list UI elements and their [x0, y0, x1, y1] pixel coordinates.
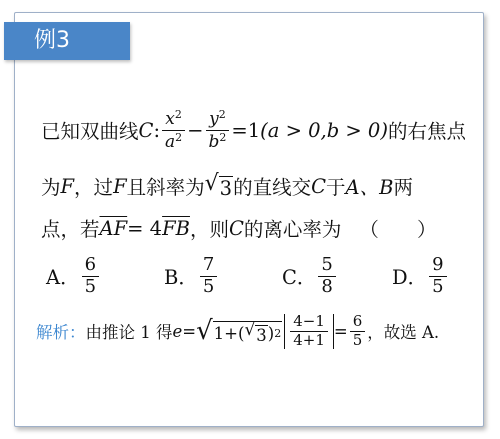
- result-num: 6: [350, 314, 366, 332]
- option-a-label: A．: [46, 266, 80, 290]
- result-fraction: [350, 314, 366, 349]
- option-b-num: 7: [200, 256, 217, 277]
- option-d-label: D．: [392, 266, 428, 290]
- problem-line-2: [41, 172, 413, 200]
- option-d-num: 9: [429, 256, 446, 277]
- option-c-label: C．: [282, 266, 317, 290]
- example-tag: 例3: [4, 22, 130, 60]
- absolute-fraction: [284, 314, 334, 349]
- vector-FB: $\overline{FB}$: [162, 216, 190, 240]
- text-liang: 两: [393, 176, 413, 199]
- option-c: [282, 256, 338, 297]
- option-a: [46, 256, 101, 297]
- option-d: [392, 256, 449, 297]
- solution-equals-2: =: [333, 321, 348, 341]
- vector-AF: $\overline{AF}$: [99, 216, 128, 240]
- inner-sqrt-three: √ 3: [244, 319, 267, 345]
- solution-text-b: ，故选 A.: [367, 323, 440, 343]
- abs-den: 4+1: [293, 330, 325, 349]
- result-den: 5: [352, 330, 363, 349]
- text-yu: 于: [326, 176, 346, 199]
- colon: :: [153, 118, 161, 142]
- equals-four: = 4: [127, 216, 163, 240]
- option-a-fraction: [82, 256, 99, 297]
- points-AB: A、B: [345, 176, 394, 199]
- option-b-den: 5: [202, 275, 215, 297]
- problem-line-3: [41, 214, 436, 242]
- equals-one: =1: [231, 118, 261, 142]
- option-d-den: 5: [432, 275, 444, 297]
- right-focus-text: 的右焦点: [387, 120, 466, 144]
- a-var: a: [165, 131, 176, 152]
- sqrt-three: √ 3: [204, 170, 233, 200]
- focus-F: F: [60, 174, 75, 198]
- curve-letter-2: C: [311, 174, 326, 198]
- fraction-x2-a2: $\frac{x^2}{a^2}$: [162, 109, 185, 152]
- abs-num: 4−1: [290, 314, 328, 332]
- solution-equals: =: [182, 321, 197, 341]
- text-slope: 且斜率为: [126, 176, 205, 199]
- problem-intro: 已知双曲线: [41, 120, 139, 144]
- answer-paren-close: ）: [416, 218, 437, 241]
- fraction-y2-b2: $\frac{y^2}{b^2}$: [206, 109, 230, 152]
- condition: (a > 0,b > 0): [260, 118, 388, 142]
- answer-paren-open: （: [359, 218, 379, 241]
- sqrt-three-value: 3: [219, 176, 233, 200]
- option-a-num: 6: [82, 256, 99, 277]
- inner-sqrt-value: 3: [256, 325, 267, 345]
- solution-label: 解析：: [36, 323, 86, 343]
- curve-letter: C: [138, 118, 154, 142]
- option-a-den: 5: [84, 275, 97, 297]
- solution-sqrt: √ 1+( √ 3 ) 2: [196, 315, 282, 346]
- text-dian-ruo: 点，若: [41, 218, 100, 241]
- option-c-fraction: [318, 256, 335, 297]
- sqrt-inner-end: ): [267, 323, 275, 343]
- eccentricity-e: e: [172, 321, 183, 341]
- option-c-den: 8: [321, 275, 333, 297]
- text-eccentricity: 的离心率为: [243, 218, 342, 241]
- curve-letter-3: C: [228, 216, 244, 240]
- option-b: [164, 256, 219, 297]
- solution-text-a: 由推论 1 得: [85, 323, 173, 343]
- text-ze: ，则: [189, 218, 229, 241]
- minus-sign: −: [187, 118, 204, 142]
- x-var: x: [165, 109, 175, 129]
- focus-F-2: F: [113, 174, 127, 198]
- text-line-intersect: 的直线交: [233, 176, 312, 199]
- option-d-fraction: [429, 256, 446, 297]
- y-var: y: [209, 109, 219, 129]
- abs-fraction: [290, 314, 328, 349]
- exponent-two: 2: [274, 326, 282, 340]
- option-b-fraction: [200, 256, 217, 297]
- solution-line: [36, 314, 439, 349]
- option-c-num: 5: [318, 256, 335, 277]
- sqrt-inner-start: 1+(: [213, 323, 245, 343]
- text-wei: 为: [41, 176, 61, 199]
- text-guo: ，过: [74, 176, 114, 199]
- option-b-label: B．: [164, 266, 198, 290]
- b-var: b: [208, 131, 220, 152]
- problem-line-1: [41, 109, 466, 152]
